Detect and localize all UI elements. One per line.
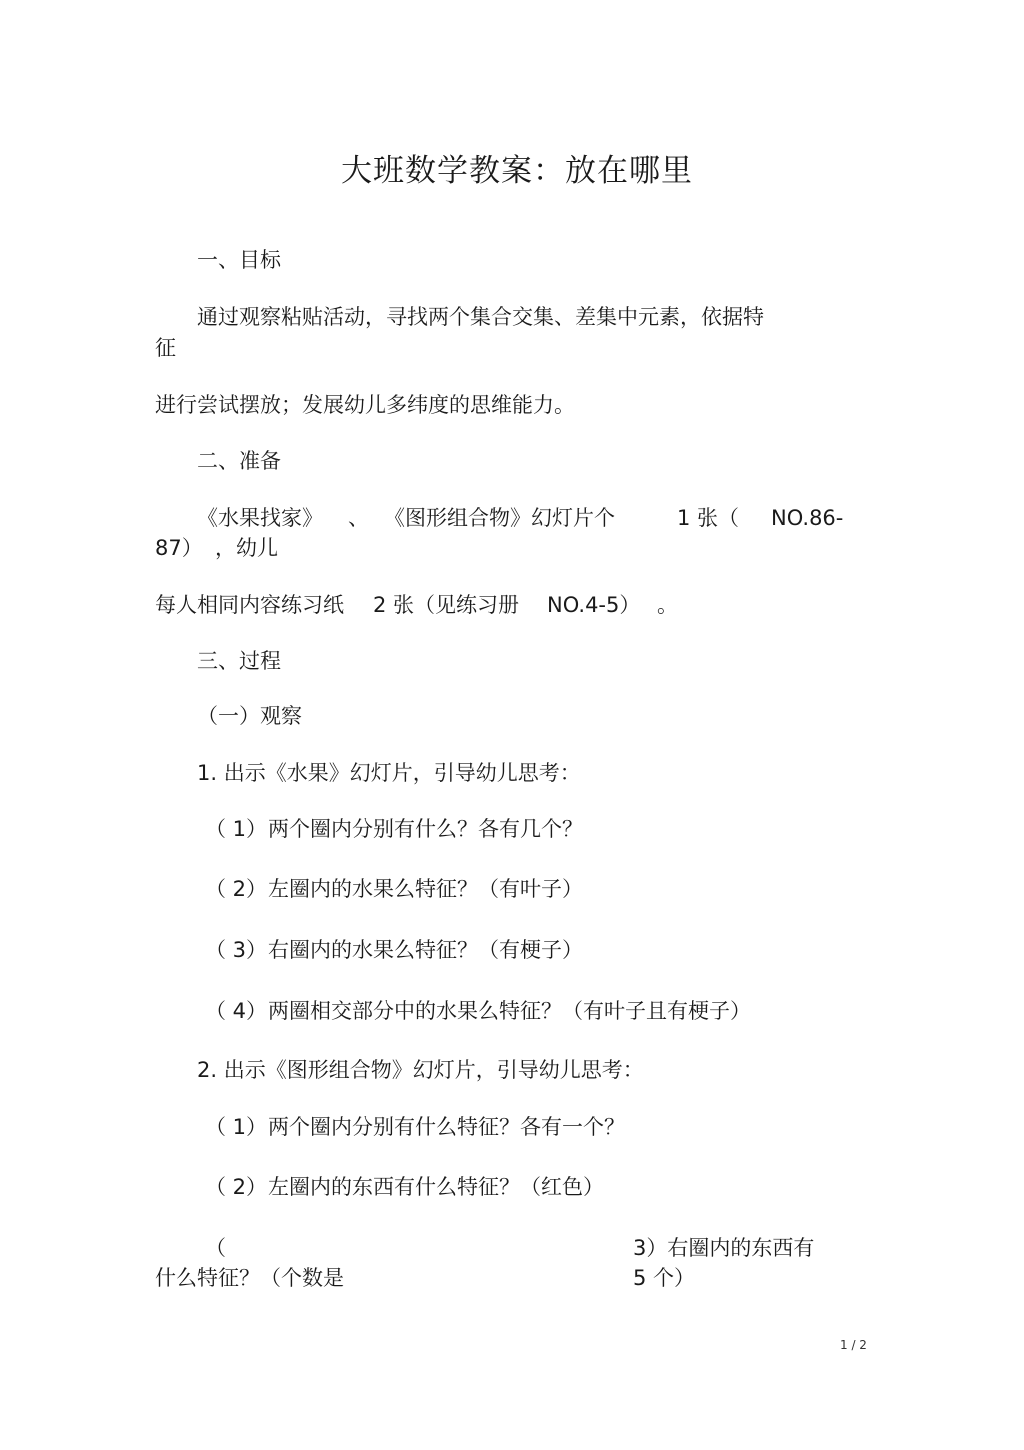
- paragraph-fragment: 每人相同内容练习纸: [155, 593, 344, 617]
- section-heading-preparation: 二、准备: [197, 449, 281, 473]
- step-line: 1. 出示《水果》幻灯片，引导幼儿思考：: [197, 761, 581, 785]
- paragraph-line: 通过观察粘贴活动，寻找两个集合交集、差集中元素，依据特: [197, 305, 764, 329]
- paragraph-fragment: 87）: [155, 536, 203, 560]
- section-heading-goals: 一、目标: [197, 248, 281, 272]
- question-text: 左圈内的东西有什么特征？（红色）: [268, 1175, 604, 1199]
- paragraph-fragment: 、: [348, 506, 369, 530]
- paragraph-fragment: 《水果找家》: [197, 506, 323, 530]
- paragraph-fragment: 2 张（见练习册: [373, 593, 520, 617]
- paragraph-fragment: NO.4-5）: [547, 593, 641, 617]
- question-text: 右圈内的水果么特征？（有梗子）: [268, 938, 583, 962]
- paragraph-fragment: 。: [657, 593, 678, 617]
- paragraph-fragment: NO.86-: [771, 506, 844, 530]
- subsection-heading: （一）观察: [197, 704, 302, 728]
- question-text: 什么特征？（个数是: [155, 1266, 344, 1290]
- question-text: 两个圈内分别有什么？各有几个？: [268, 817, 583, 841]
- question-text: 两个圈内分别有什么特征？各有一个？: [268, 1115, 625, 1139]
- question-number: （ 4）: [205, 999, 268, 1023]
- question-text: 左圈内的水果么特征？（有叶子）: [268, 877, 583, 901]
- question-number: （ 1）: [205, 1115, 268, 1139]
- document-title: 大班数学教案：放在哪里: [341, 153, 693, 189]
- paragraph-fragment: ，幼儿: [215, 536, 278, 560]
- question-text: 3）右圈内的东西有: [633, 1236, 815, 1260]
- question-number: （ 3）: [205, 938, 268, 962]
- paragraph-fragment: 1 张（: [677, 506, 740, 530]
- paragraph-fragment: 《图形组合物》幻灯片个: [384, 506, 615, 530]
- paragraph-line: 征: [155, 336, 176, 360]
- question-number: （ 2）: [205, 877, 268, 901]
- page-number: 1 / 2: [840, 1338, 867, 1352]
- question-number: （ 1）: [205, 817, 268, 841]
- question-number: （: [205, 1236, 226, 1260]
- question-text: 两圈相交部分中的水果么特征？（有叶子且有梗子）: [268, 999, 751, 1023]
- step-line: 2. 出示《图形组合物》幻灯片，引导幼儿思考：: [197, 1058, 644, 1082]
- question-text: 5 个）: [633, 1266, 696, 1290]
- question-number: （ 2）: [205, 1175, 268, 1199]
- section-heading-process: 三、过程: [197, 649, 281, 673]
- paragraph-line: 进行尝试摆放；发展幼儿多纬度的思维能力。: [155, 393, 575, 417]
